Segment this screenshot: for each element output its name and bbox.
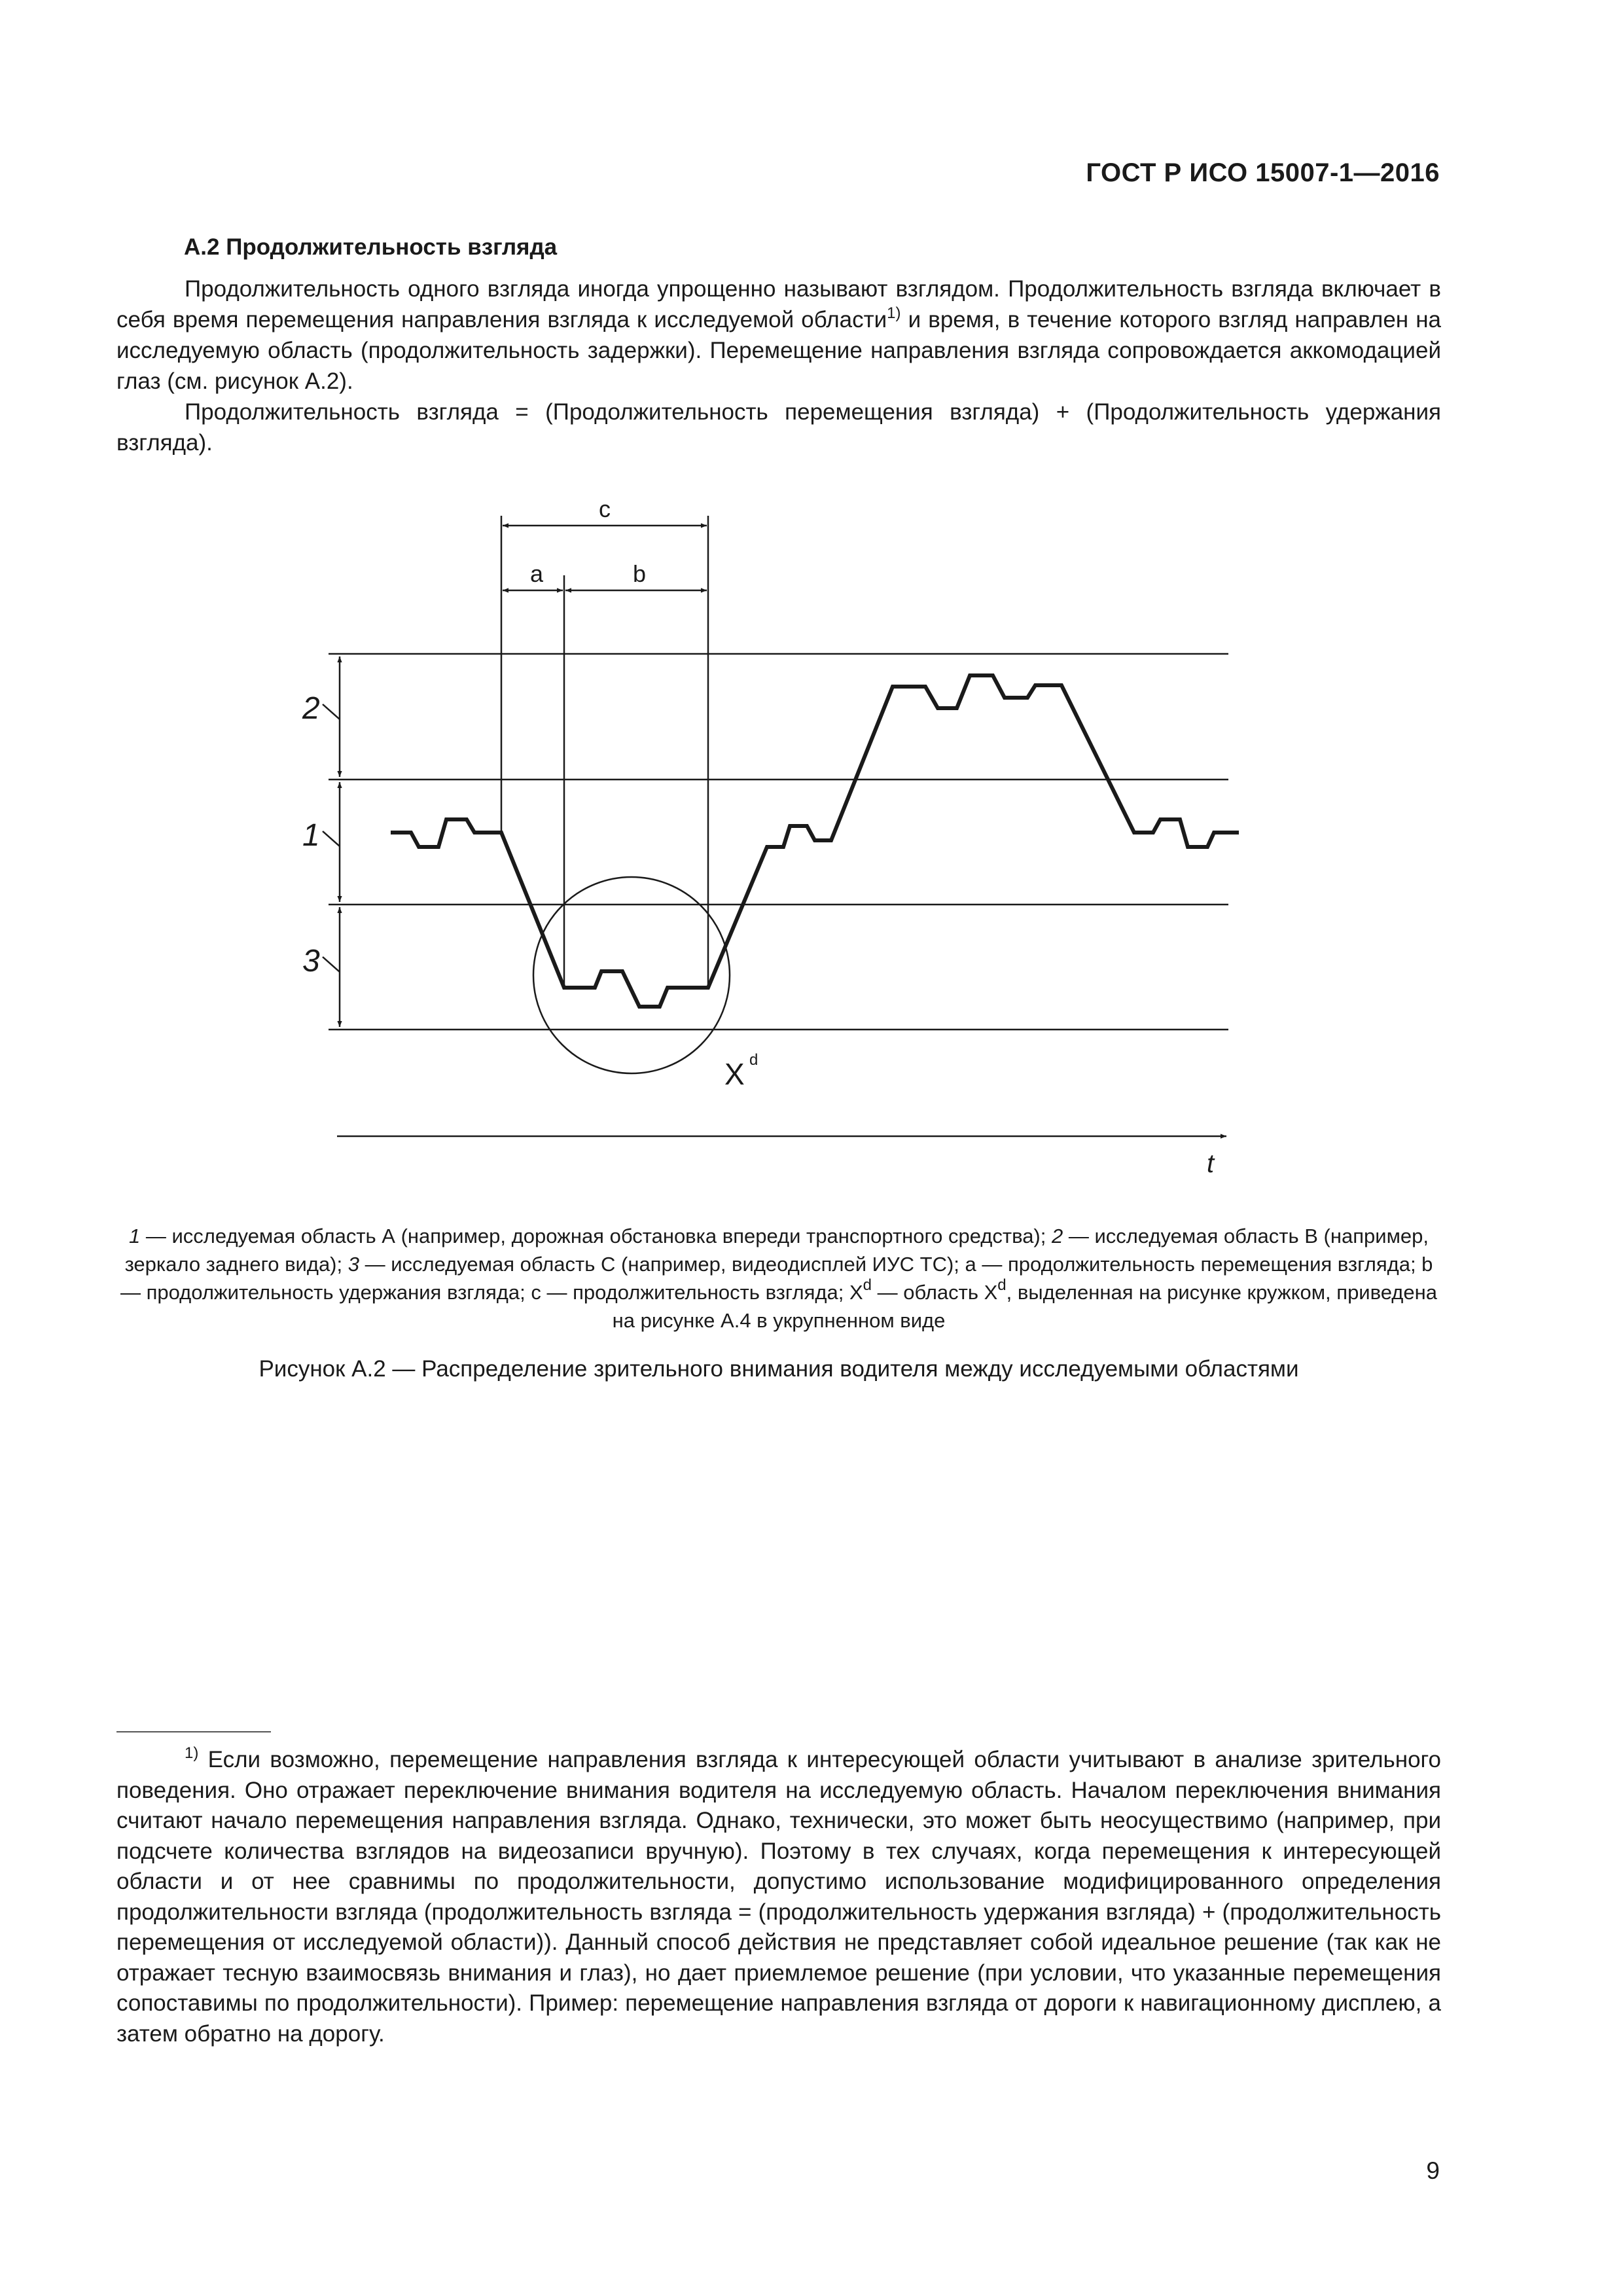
legend-key-2: 2 [1051, 1225, 1063, 1247]
legend-text-3: — исследуемая область С (например, видеодисплей ИУС ТС); а — продолжительность перемещения взгляда; b — продолжительность удержания взгляда; с — продолжительность взгляда; X [120, 1253, 1433, 1304]
region-2-label: 2 [302, 691, 320, 726]
footnote-separator [116, 1731, 271, 1732]
legend-text-1: — исследуемая область А (например, дорожная обстановка впереди транспортного средства); [140, 1225, 1052, 1247]
label-3-leader [323, 957, 340, 972]
paragraph-1-text-end: и время, в течение которого взгляд направлен на исследуемую область (продолжительность задержки). Перемещение направления взгляда сопровождается аккомодацией глаз (см. рисунок А.2). [116, 307, 1441, 394]
dimension-a-label: a [529, 560, 544, 587]
legend-superscript-2: d [997, 1276, 1007, 1294]
document-header: ГОСТ Р ИСО 15007-1—2016 [1086, 158, 1440, 187]
paragraph-1 [116, 274, 1441, 397]
legend-key-1: 1 [129, 1225, 141, 1247]
dimension-b-label: b [632, 560, 647, 587]
label-1-leader [323, 831, 340, 846]
figure-legend [116, 1222, 1441, 1335]
legend-superscript-1: d [863, 1276, 872, 1294]
figure-caption: Рисунок А.2 — Распределение зрительного внимания водителя между исследуемыми областями [259, 1356, 1299, 1382]
dimension-c-label: c [599, 495, 611, 522]
highlight-circle-xd [533, 877, 730, 1073]
paragraph-2: Продолжительность взгляда = (Продолжительность перемещения взгляда) + (Продолжительность удержания взгляда). [116, 399, 1441, 456]
footnote-reference: 1) [887, 304, 901, 322]
region-xd-label: X [724, 1057, 745, 1091]
legend-text-4: — область X [872, 1281, 998, 1304]
footnote-marker: 1) [185, 1744, 199, 1762]
label-2-leader [323, 704, 340, 719]
legend-text-5: , выделенная на рисунке кружком, приведена на рисунке А.4 в укрупненном виде [612, 1281, 1437, 1332]
section-title: А.2 Продолжительность взгляда [184, 234, 558, 260]
region-xd-superscript: d [749, 1051, 758, 1069]
legend-key-3: 3 [348, 1253, 359, 1276]
region-3-label: 3 [302, 944, 320, 978]
page-number: 9 [1426, 2157, 1440, 2184]
footnote [116, 1745, 1441, 2049]
legend-text-2: — исследуемая область В (например, зеркало заднего вида); [124, 1225, 1429, 1276]
gaze-trace-line [391, 675, 1239, 1007]
paragraph-1-text-start: Продолжительность одного взгляда иногда упрощенно называют взглядом. Продолжительность взгляда включает в себя время перемещения направления взгляда к исследуемой области [116, 276, 1441, 332]
footnote-text: Если возможно, перемещение направления взгляда к интересующей области учитывают в анализе зрительного поведения. Оно отражает переключение внимания водителя на исследуемую область. Началом переключения внимания считают начало перемещения направления взгляда. Однако, технически, это может быть неосуществимо (например, при подсчете количества взглядов на видеозаписи вручную). Поэтому в тех случаях, когда перемещения к интересующей области и от нее сравнимы по продолжительности, допустимо использование модифицированного определения продолжительности взгляда (продолжительность взгляда = (продолжительность удержания взгляда) + (продолжительность перемещения от исследуемой области)). Данный способ действия не представляет собой идеальное решение (так как не отражает тесную взаимосвязь внимания и глаз), но дает приемлемое решение (при условии, что указанные перемещения сопоставимы по продолжительности). Пример: перемещение направления взгляда от дороги к навигационному дисплею, а затем обратно на дорогу. [116, 1747, 1441, 2047]
region-1-label: 1 [302, 818, 320, 853]
time-axis-label: t [1207, 1149, 1215, 1178]
